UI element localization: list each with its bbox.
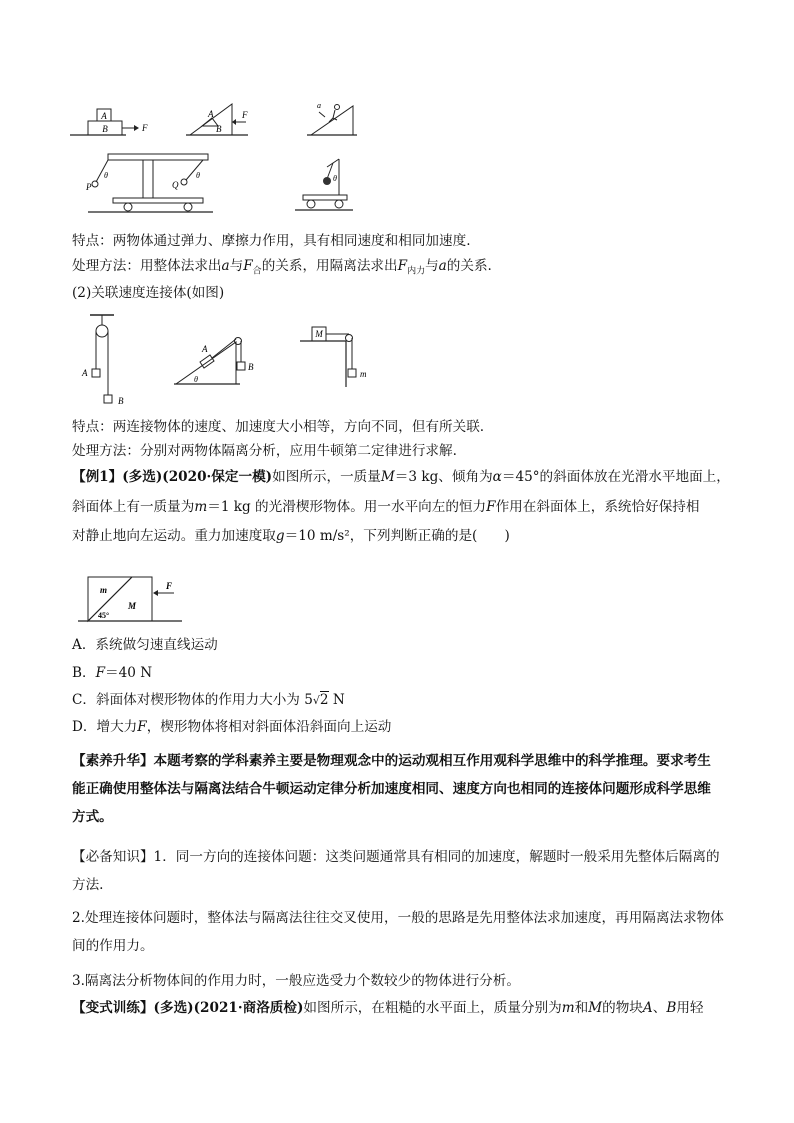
figure-cart-pendulums bbox=[88, 152, 218, 214]
figure-table-pulley bbox=[300, 323, 376, 389]
label-A: A bbox=[208, 109, 214, 119]
label-M: M bbox=[128, 601, 137, 611]
label-P: P bbox=[86, 182, 92, 192]
variant-line: 【变式训练】(多选)(2021·商洛质检)如图所示，在粗糙的水平面上，质量分别为m和M的物块A、B用轻 bbox=[72, 1000, 704, 1016]
literacy-paragraph: 【素养升华】本题考察的学科素养主要是物理观念中的运动观相互作用观科学思维中的科学推理。要求考生能正确使用整体法与隔离法结合牛顿运动定律分析加速度相同、速度方向也相同的连接体问题形成科学思维方式。 bbox=[72, 753, 711, 825]
knowledge-3: 3.隔离法分析物体间的作用力时，一般应选受力个数较少的物体进行分析。 bbox=[72, 973, 520, 989]
feature-1: 特点：两物体通过弹力、摩擦力作用，具有相同速度和相同加速度. bbox=[72, 233, 471, 249]
label-theta2: θ bbox=[196, 171, 200, 180]
method-1: 处理方法：用整体法求出a与$F_合$的关系，用隔离法求出$F_{内力}$与a的关系. bbox=[72, 258, 492, 277]
label-A: A bbox=[202, 344, 208, 354]
label-Q: Q bbox=[172, 180, 179, 190]
figure-cart-ball bbox=[293, 155, 359, 213]
label-M: M bbox=[315, 329, 323, 339]
label-A: A bbox=[101, 111, 107, 121]
label-B: B bbox=[118, 396, 124, 406]
option-D: D．增大力F，楔形物体将相对斜面体沿斜面向上运动 bbox=[72, 719, 392, 735]
option-A: A．系统做匀速直线运动 bbox=[72, 637, 218, 653]
label-a: a bbox=[317, 101, 321, 110]
method-2: 处理方法：分别对两物体隔离分析，应用牛顿第二定律进行求解. bbox=[72, 443, 457, 459]
knowledge-2: 2.处理连接体问题时，整体法与隔离法往往交叉使用，一般的思路是先用整体法求加速度，再用隔离法求物体间的作用力。 bbox=[72, 910, 724, 954]
example-line-1: 【例1】(多选)(2020·保定一模)如图所示，一质量M＝3 kg、倾角为α＝45°的斜面体放在光滑水平地面上， bbox=[72, 469, 730, 485]
label-B: B bbox=[102, 124, 108, 134]
example-line-3: 对静止地向左运动。重力加速度取g＝10 m/s²，下列判断正确的是( ) bbox=[72, 528, 510, 544]
label-B: B bbox=[248, 362, 254, 372]
option-B: B．F＝40 N bbox=[72, 665, 153, 681]
label-theta1: θ bbox=[104, 171, 108, 180]
label-F: F bbox=[166, 581, 173, 591]
figure-wedge-blocks bbox=[186, 100, 266, 138]
feature-2: 特点：两连接物体的速度、加速度大小相等，方向不同，但有所关联. bbox=[72, 419, 485, 435]
label-m: m bbox=[100, 585, 108, 595]
figure-pulley-hanging bbox=[80, 313, 136, 409]
example-line-2: 斜面体上有一质量为m＝1 kg 的光滑楔形物体。用一水平向左的恒力F作用在斜面体上，系统恰好保持相 bbox=[72, 499, 700, 515]
figure-person-incline bbox=[305, 98, 365, 138]
label-m: m bbox=[360, 369, 367, 379]
label-A: A bbox=[82, 368, 88, 378]
figure-incline-pulley bbox=[172, 330, 264, 386]
figure-stacked-blocks bbox=[70, 103, 160, 137]
knowledge-1: 【必备知识】1．同一方向的连接体问题：这类问题通常具有相同的加速度，解题时一般采用先整体后隔离的方法. bbox=[72, 849, 720, 893]
figure-example-wedge bbox=[78, 573, 186, 623]
label-theta: θ bbox=[194, 375, 198, 384]
label-F: F bbox=[142, 123, 148, 133]
section-2-title: (2)关联速度连接体(如图) bbox=[72, 285, 225, 301]
label-angle: 45° bbox=[98, 611, 110, 620]
label-B: B bbox=[216, 124, 222, 134]
label-F: F bbox=[242, 110, 248, 120]
label-theta: θ bbox=[333, 174, 337, 183]
option-C: C．斜面体对楔形物体的作用力大小为 5√2 N bbox=[72, 692, 345, 708]
